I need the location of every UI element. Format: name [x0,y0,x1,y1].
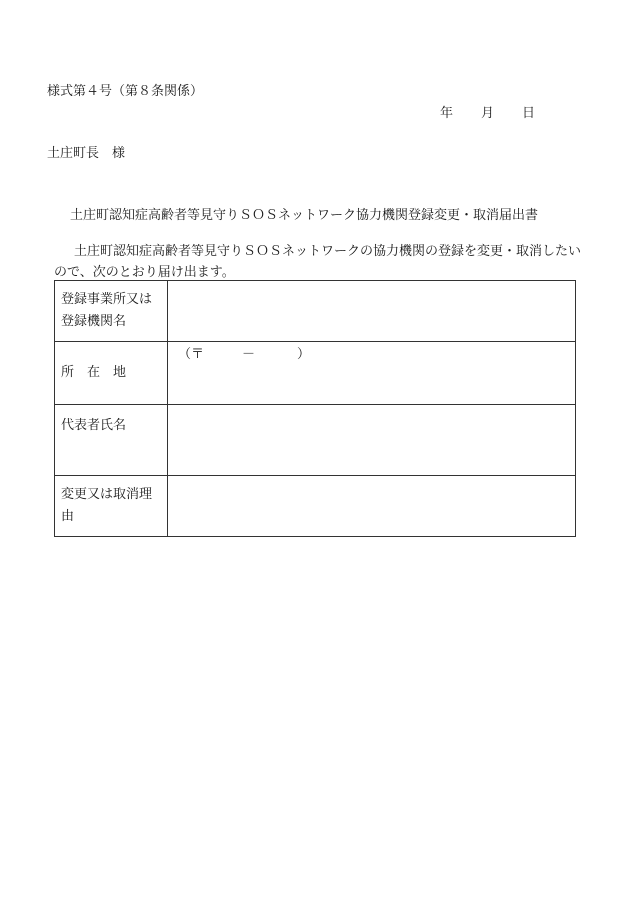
addressee: 土庄町長 様 [47,146,126,161]
table-row [55,405,576,476]
date-year-label: 年 [440,106,454,121]
address-field[interactable] [168,342,576,405]
table-row [55,281,576,342]
body-text: 土庄町認知症高齢者等見守りＳＯＳネットワークの協力機関の登録を変更・取消したいので、次のとおり届け出ます。 [54,244,582,280]
label-line: 変更又は取消理 由 [61,487,153,524]
reason-field[interactable] [168,476,576,537]
table-row [55,342,576,405]
row-label-reason [55,476,168,537]
row-label-representative: 代表者氏名 [55,405,168,476]
form-number: 様式第４号（第８条関係） [47,84,204,99]
postal-close: ） [297,347,311,362]
postal-open: （〒 [178,347,205,362]
table-row [55,476,576,537]
row-label-address: 所 在 地 [55,342,168,405]
form-table [54,280,576,537]
date-month-label: 月 [481,106,495,121]
postal-dash: － [242,347,256,362]
document-title: 土庄町認知症高齢者等見守りＳＯＳネットワーク協力機関登録変更・取消届出書 [70,208,539,223]
label-line: 登録事業所又は 登録機関名 [61,292,153,329]
office-name-field[interactable] [168,281,576,342]
representative-field[interactable] [168,405,576,476]
date-day-label: 日 [522,106,536,121]
date-line [440,102,535,121]
postal-code [178,344,569,366]
row-label-office-name [55,281,168,342]
